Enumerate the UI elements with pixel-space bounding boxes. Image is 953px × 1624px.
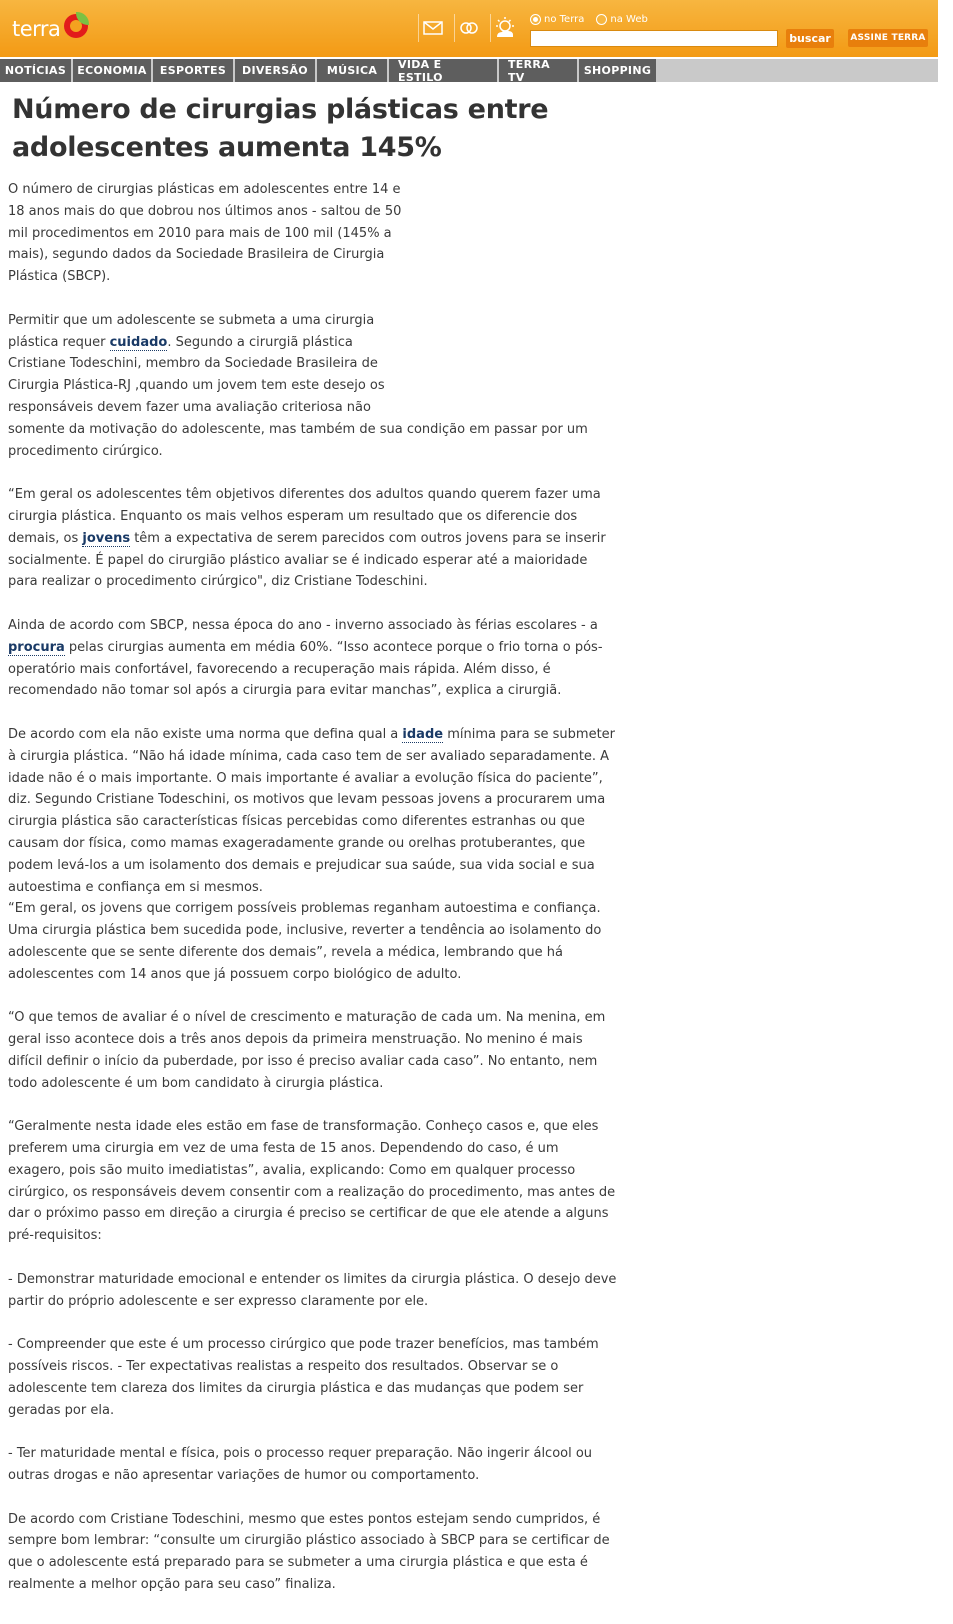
nav-item-esportes[interactable]: ESPORTES xyxy=(153,59,235,82)
keyword-link-jovens[interactable]: jovens xyxy=(82,530,131,546)
radio-unselected-icon xyxy=(596,14,607,25)
search-input[interactable] xyxy=(530,30,778,47)
paragraph: De acordo com Cristiane Todeschini, mesmo que estes pontos estejam sendo cumpridos, é sempre bom lembrar: “consulte um cirurgião plástico associado à SBCP para se certificar de que o adolescente está preparado para se submeter a uma cirurgia plástica e que esta é realmente a melhor opção para seu caso” finaliza. xyxy=(8,1511,610,1592)
header-icons xyxy=(418,14,518,44)
paragraph: De acordo com ela não existe uma norma que defina qual a idade mínima para se submeter à cirurgia plástica. “Não há idade mínima, cada caso tem de ser avaliado separadamente. A idade não é o mais importante. O mais importante é avaliar a evolução física do paciente”, diz. Segundo Cristiane Todeschini, os motivos que levam pessoas jovens a procurarem uma cirurgia plástica são características físicas percebidas como diferentes estranhas ou que causam dor física, como mamas exageradamente grande ou orelhas protuberantes, que podem levá-los a um isolamento dos demais e prejudicar sua saúde, sua vida social e sua autoestima e confiança em si mesmos. xyxy=(8,726,616,895)
paragraph: O número de cirurgias plásticas em adolescentes entre 14 e 18 anos mais do que dobrou nos últimos anos - saltou de 50 mil procedimentos em 2010 para mais de 100 mil (145% a mais), segundo dados da Sociedade Brasileira de Cirurgia Plástica (SBCP). xyxy=(8,182,402,285)
article-body xyxy=(8,179,633,1596)
logo-mark-icon xyxy=(62,12,90,40)
nav-item-musica[interactable]: MÚSICA xyxy=(317,59,389,82)
top-header xyxy=(0,0,938,57)
subscribe-button[interactable]: ASSINE TERRA xyxy=(848,29,928,47)
radio-no-terra[interactable]: no Terra xyxy=(530,14,584,25)
article-title: Número de cirurgias plásticas entre adolescentes aumenta 145% xyxy=(12,94,549,163)
nav-item-diversao[interactable]: DIVERSÃO xyxy=(235,59,317,82)
radio-selected-icon xyxy=(530,14,541,25)
paragraph: Permitir que um adolescente se submeta a uma cirurgia plástica requer cuidado. Segundo a cirurgiã plástica Cristiane Todeschini, membro da Sociedade Brasileira de Cirurgia Plástica-RJ ,quando um jovem tem este desejo os responsáveis devem fazer uma avaliação criteriosa não somente da motivação do adolescente, mas também de sua condição em passar por um procedimento cirúrgico. xyxy=(8,312,588,459)
paragraph: Ainda de acordo com SBCP, nessa época do ano - inverno associado às férias escolares - a procura pelas cirurgias aumenta em média 60%. “Isso acontece porque o frio torna o pós- operatório mais confortável, favorecendo a recuperação mais rápida. Além disso, é recomendado não tomar sol após a cirurgia para evitar manchas”, explica a cirurgiã. xyxy=(8,617,603,699)
nav-item-vida-e-estilo[interactable]: VIDA E ESTILO xyxy=(389,59,499,82)
keyword-link-cuidado[interactable]: cuidado xyxy=(109,334,168,350)
search-button[interactable]: buscar xyxy=(786,29,834,48)
paragraph: “Em geral, os jovens que corrigem possíveis problemas reganham autoestima e confiança. Uma cirurgia plástica bem sucedida pode, inclusive, reverter a tendência ao isolamento do adolescente que se sente diferente dos demais”, revela a médica, lembrando que há adolescentes com 14 anos que já possuem corpo biológico de adulto. xyxy=(8,901,602,982)
logo-text: terra xyxy=(12,17,61,41)
nav-item-terra-tv[interactable]: TERRA TV xyxy=(499,59,579,82)
paragraph: “Geralmente nesta idade eles estão em fase de transformação. Conheço casos e, que eles preferem uma cirurgia em vez de uma festa de 15 anos. Dependendo do caso, é um exagero, pois são muito imediatistas”, avalia, explicando: Como em qualquer processo cirúrgico, os responsáveis devem consentir com a realização do procedimento, mas antes de dar o próximo passo em direção a cirurgia é preciso se certificar de que ele atende a alguns pré-requisitos: xyxy=(8,1119,616,1244)
weather-icon[interactable] xyxy=(490,14,518,42)
paragraph: - Demonstrar maturidade emocional e entender os limites da cirurgia plástica. O desejo deve partir do próprio adolescente e ser expresso claramente por ele. xyxy=(8,1271,617,1309)
nav-item-economia[interactable]: ECONOMIA xyxy=(73,59,153,82)
keyword-link-procura[interactable]: procura xyxy=(8,639,65,655)
terra-logo[interactable] xyxy=(12,14,90,44)
chat-icon[interactable] xyxy=(454,14,482,42)
paragraph: - Compreender que este é um processo cirúrgico que pode trazer benefícios, mas também possíveis riscos. - Ter expectativas realistas a respeito dos resultados. Observar se o adolescente tem clareza dos limites da cirurgia plástica e das mudanças que podem ser geradas por ela. xyxy=(8,1337,599,1418)
nav-item-noticias[interactable]: NOTÍCIAS xyxy=(0,59,73,82)
mail-icon[interactable] xyxy=(418,14,446,42)
nav-item-shopping[interactable]: SHOPPING xyxy=(579,59,658,82)
paragraph: “Em geral os adolescentes têm objetivos diferentes dos adultos quando querem fazer uma cirurgia plástica. Enquanto os mais velhos esperam um resultado que os diferencie dos demais, os jovens têm a expectativa de serem parecidos com outros jovens para se inserir socialmente. É papel do cirurgião plástico avaliar se é indicado esperar até a maioridade para realizar o procedimento cirúrgico", diz Cristiane Todeschini. xyxy=(8,487,606,590)
paragraph: “O que temos de avaliar é o nível de crescimento e maturação de cada um. Na menina, em geral isso acontece dois a três anos depois da primeira menstruação. No menino é mais difícil definir o início da puberdade, por isso é preciso avaliar cada caso”. No entanto, nem todo adolescente é um bom candidato à cirurgia plástica. xyxy=(8,1010,606,1091)
search-area xyxy=(530,12,831,45)
paragraph: - Ter maturidade mental e física, pois o processo requer preparação. Não ingerir álcool ou outras drogas e não apresentar variações de humor ou comportamento. xyxy=(8,1446,593,1484)
search-scope xyxy=(530,12,830,26)
radio-na-web[interactable]: na Web xyxy=(596,14,647,25)
main-nav xyxy=(0,59,938,82)
keyword-link-idade[interactable]: idade xyxy=(402,726,444,742)
